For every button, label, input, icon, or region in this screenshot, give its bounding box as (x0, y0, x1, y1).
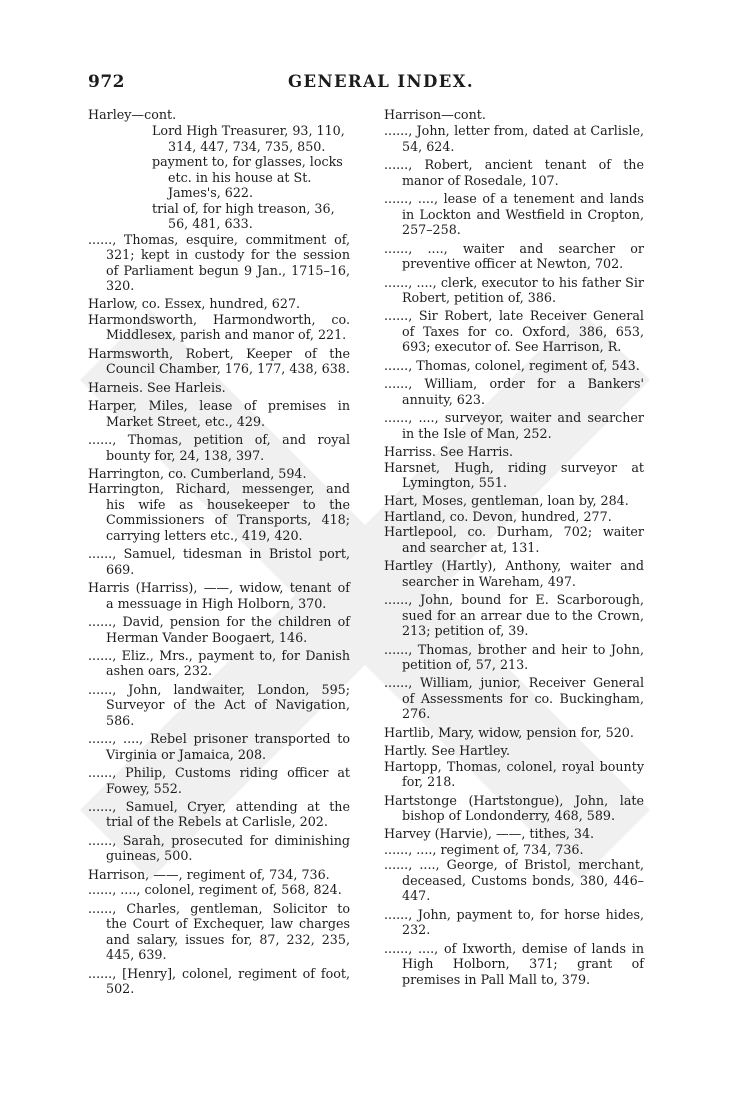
index-entry: Harrington, Richard, messenger, and his wife as housekeeper to the Commissioners of Transports, 418; carrying letters etc., 419, 420. (88, 481, 350, 543)
index-entry: Harrison—cont. (384, 107, 486, 122)
index-entry: ......, Samuel, Cryer, attending at the trial of the Rebels at Carlisle, 202. (88, 799, 350, 830)
index-entry: Harvey (Harvie), ——, tithes, 34. (384, 826, 595, 842)
index-entry: ......, ...., clerk, executor to his father Sir Robert, petition of, 386. (384, 274, 644, 305)
index-column-left (88, 107, 350, 999)
index-entry: ......, ...., George, of Bristol, merchant, deceased, Customs bonds, 380, 446–447. (384, 857, 644, 904)
page-header (88, 72, 648, 94)
index-entry: ......, ...., waiter and searcher or preventive officer at Newton, 702. (384, 240, 644, 272)
index-entry: ......, Sir Robert, late Receiver General of Taxes for co. Oxford, 386, 653, 693; executor of. See Harrison, R. (384, 308, 644, 355)
index-entry: ......, William, junior, Receiver General of Assessments for co. Buckingham, 276. (384, 675, 644, 722)
index-entry: ......, John, landwaiter, London, 595; Surveyor of the Act of Navigation, 586. (88, 681, 350, 728)
index-entry: Hartopp, Thomas, colonel, royal bounty for, 218. (384, 758, 644, 790)
index-entry: Harsnet, Hugh, riding surveyor at Lymington, 551. (384, 459, 644, 490)
index-entry: ......, Thomas, colonel, regiment of, 543. (384, 357, 640, 373)
page-number: 972 (88, 72, 125, 92)
index-entry: Harmondsworth, Harmondworth, co. Middlesex, parish and manor of, 221. (88, 311, 350, 343)
index-entry: ......, Thomas, brother and heir to John, petition of, 57, 213. (384, 641, 644, 672)
index-entry: ......, Eliz., Mrs., payment to, for Danish ashen oars, 232. (88, 647, 350, 679)
index-entry: Lord High Treasurer, 93, 110, 314, 447, 734, 735, 850. (152, 123, 345, 154)
index-entry: Hartstonge (Hartstongue), John, late bishop of Londonderry, 468, 589. (384, 792, 644, 824)
index-entry: ......, Sarah, prosecuted for diminishing guineas, 500. (88, 832, 350, 864)
index-entry: Harriss. See Harris. (384, 444, 514, 460)
index-entry: ......, Philip, Customs riding officer at Fowey, 552. (88, 765, 350, 796)
index-entry: trial of, for high treason, 36, 56, 481, 633. (152, 200, 335, 232)
index-entry: ......, ...., Rebel prisoner transported to Virginia or Jamaica, 208. (88, 731, 350, 762)
index-entry: ......, Thomas, esquire, commitment of, 321; kept in custody for the session of Parliament begun 9 Jan., 1715–16, 320. (88, 231, 350, 293)
index-entry: ......, ...., lease of a tenement and lands in Lockton and Westfield in Cropton, 257–258. (384, 191, 644, 238)
index-entry: Hart, Moses, gentleman, loan by, 284. (384, 493, 629, 509)
index-entry: ......, Thomas, petition of, and royal bounty for, 24, 138, 397. (88, 432, 350, 463)
index-column-right (384, 107, 644, 990)
index-entry: ......, William, order for a Bankers' annuity, 623. (384, 376, 644, 407)
index-entry: Harley—cont. (88, 107, 177, 122)
index-entry: Harmsworth, Robert, Keeper of the Council Chamber, 176, 177, 438, 638. (88, 345, 350, 377)
index-entry: payment to, for glasses, locks etc. in his house at St. James's, 622. (152, 154, 343, 201)
index-entry: ......, Samuel, tidesman in Bristol port, 669. (88, 546, 350, 577)
index-entry: ......, John, bound for E. Scarborough, sued for an arrear due to the Crown, 213; petition of, 39. (384, 592, 644, 639)
index-entry: Hartlib, Mary, widow, pension for, 520. (384, 724, 634, 740)
index-entry: Hartland, co. Devon, hundred, 277. (384, 508, 612, 524)
index-entry: Harris (Harriss), ——, widow, tenant of a messuage in High Holborn, 370. (88, 580, 350, 611)
index-entry: ......, [Henry], colonel, regiment of foot, 502. (88, 965, 350, 997)
index-entry: ......, ...., colonel, regiment of, 568, 824. (88, 882, 342, 898)
index-entry: ......, ...., regiment of, 734, 736. (384, 841, 584, 857)
index-entry: ......, John, letter from, dated at Carlisle, 54, 624. (384, 123, 644, 154)
index-entry: ......, Robert, ancient tenant of the manor of Rosedale, 107. (384, 157, 644, 188)
index-entry: ......, Charles, gentleman, Solicitor to the Court of Exchequer, law charges and salary, issues for, 87, 232, 235, 445, 639. (88, 900, 350, 963)
index-entry: ......, David, pension for the children of Herman Vander Boogaert, 146. (88, 614, 350, 645)
index-entry: Harrington, co. Cumberland, 594. (88, 465, 307, 481)
index-entry: Harper, Miles, lease of premises in Market Street, etc., 429. (88, 398, 350, 429)
index-entry: ......, John, payment to, for horse hides, 232. (384, 906, 644, 938)
index-entry: Harrison, ——, regiment of, 734, 736. (88, 866, 330, 882)
page-title: GENERAL INDEX. (288, 72, 475, 91)
index-entry: ......, ...., of Ixworth, demise of lands in High Holborn, 371; grant of premises in Pall Mall to, 379. (384, 940, 644, 987)
index-entry: Harlow, co. Essex, hundred, 627. (88, 296, 301, 312)
index-entry: Harneis. See Harleis. (88, 379, 226, 395)
index-entry: Hartley (Hartly), Anthony, waiter and searcher in Wareham, 497. (384, 558, 644, 589)
index-entry: Hartlepool, co. Durham, 702; waiter and searcher at, 131. (384, 524, 644, 555)
index-entry: ......, ...., surveyor, waiter and searcher in the Isle of Man, 252. (384, 410, 644, 441)
index-entry: Hartly. See Hartley. (384, 743, 511, 759)
